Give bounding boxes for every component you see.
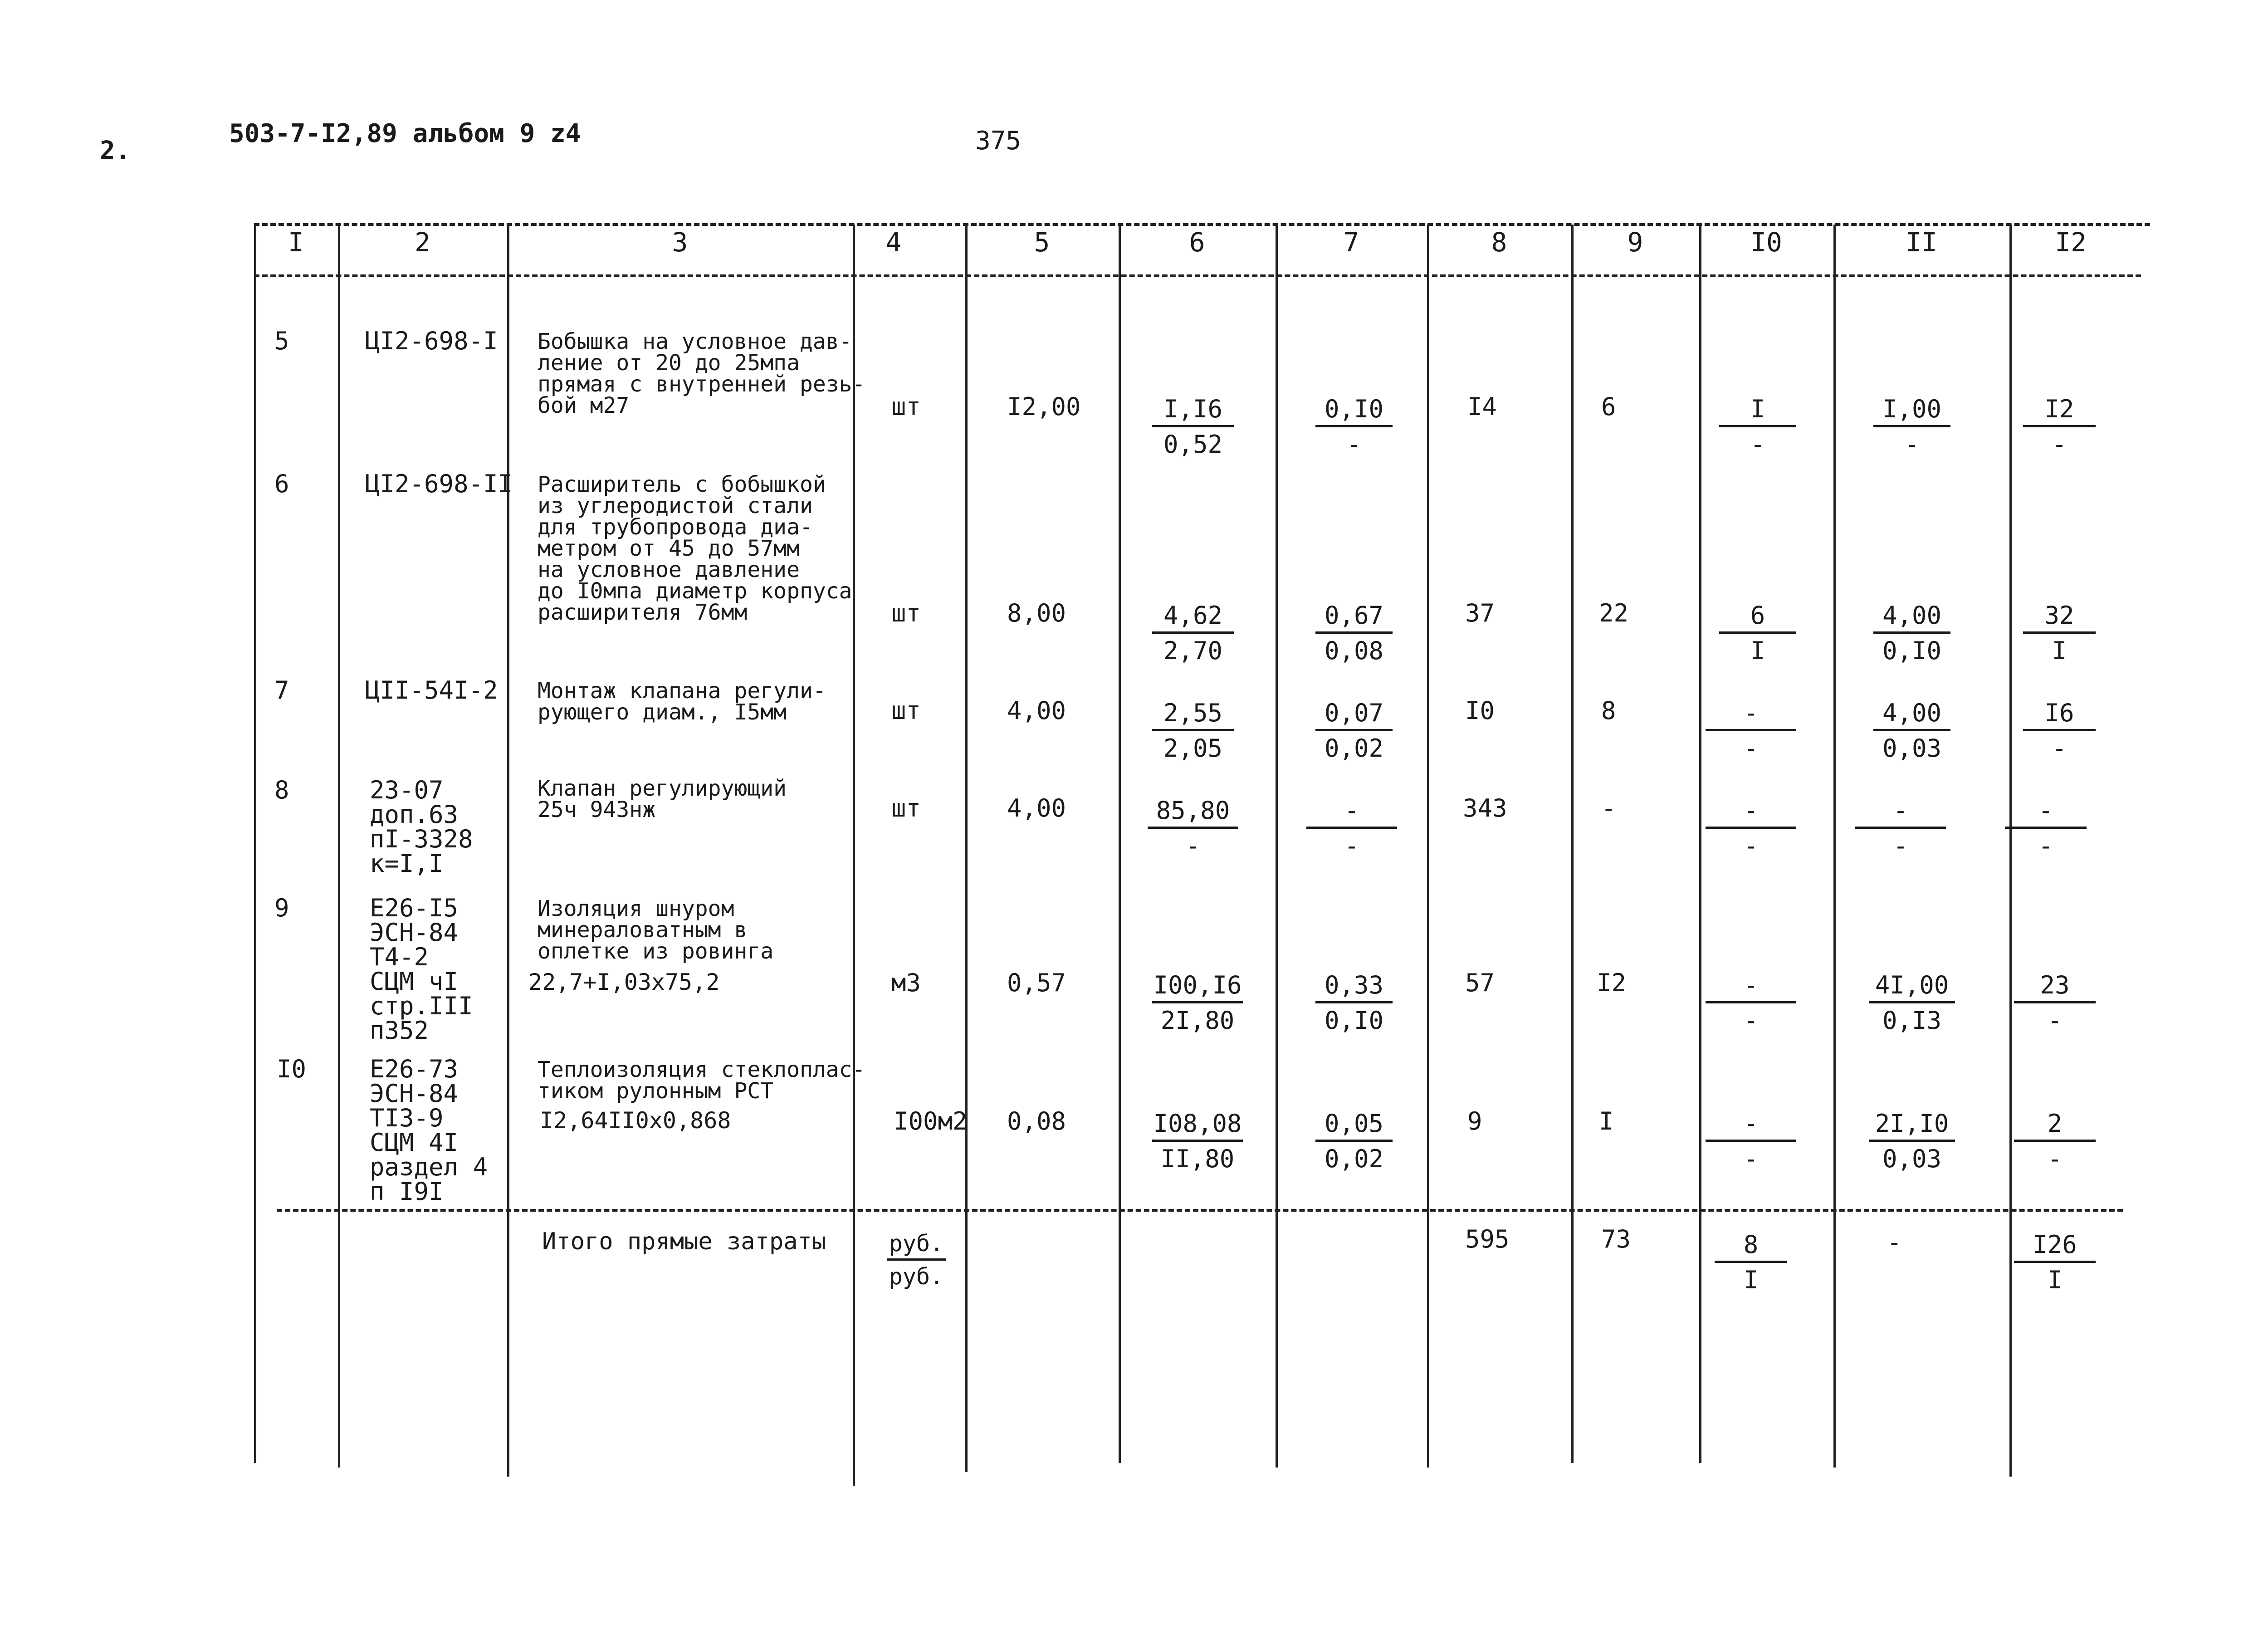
work-description: Расширитель с бобышкой из углеродистой стали для трубопровода диа- метром от 45 до 57мм на условное давление до I0мпа диаметр корпуса расширителя 76мм <box>538 472 852 626</box>
total-label: Итого прямые затраты <box>542 1228 826 1255</box>
col-border-5 <box>1119 225 1121 1463</box>
unit: шт <box>891 696 921 725</box>
col-border-10 <box>1833 225 1836 1468</box>
col-header: 3 <box>672 227 688 258</box>
quantity-calculation: I2,64II0х0,868 <box>540 1107 731 1134</box>
col-header: I <box>288 227 304 258</box>
unit: шт <box>891 794 921 822</box>
col-header: 4 <box>885 227 902 258</box>
norm-code: ЦII-54I-2 <box>365 676 498 704</box>
col11-fraction: $\frac{2I,I0}{0,03}$ <box>1869 1109 1955 1173</box>
col-border-7 <box>1427 225 1429 1468</box>
work-description: Бобышка на условное дав- ление от 20 до 25мпа прямая с внутренней резь- бой м27 <box>538 329 865 419</box>
col10-fraction: - - <box>1706 1109 1796 1173</box>
col-header: 6 <box>1189 227 1205 258</box>
row-number: 6 <box>274 470 289 498</box>
total-cost: 9 <box>1467 1107 1482 1135</box>
col12-fraction: I2 - <box>2023 395 2096 459</box>
quantity: 4,00 <box>1007 794 1066 822</box>
header-bottom-rule <box>254 274 2141 277</box>
col-header: II <box>1906 227 1937 258</box>
quantity: I2,00 <box>1007 392 1081 421</box>
unit: м3 <box>891 969 921 997</box>
unit-cost-fraction: 85,80 - <box>1148 796 1238 860</box>
col10-fraction: $\frac{6}{I}$ <box>1719 601 1796 665</box>
row-number: I0 <box>277 1055 307 1083</box>
col12-fraction: - - <box>2005 796 2087 860</box>
machine-cost-fraction: $\frac{0,33}{0,I0}$ <box>1315 971 1393 1035</box>
total-cost: 343 <box>1463 794 1507 822</box>
col-header: 9 <box>1627 227 1643 258</box>
col-header: 7 <box>1343 227 1359 258</box>
quantity: 0,08 <box>1007 1107 1066 1135</box>
machine-cost-fraction: $\frac{0,05}{0,02}$ <box>1315 1109 1393 1173</box>
row-number: 5 <box>274 327 289 355</box>
col-header: I0 <box>1750 227 1782 258</box>
norm-code: ЦI2-698-I <box>365 327 498 355</box>
total-cost: I4 <box>1467 392 1497 421</box>
salary: I <box>1599 1107 1614 1135</box>
quantity: 4,00 <box>1007 696 1066 725</box>
col-border-6 <box>1276 225 1278 1468</box>
col12-fraction: I6 - <box>2023 699 2096 763</box>
total-col12-fraction: $\frac{I26}{I}$ <box>2014 1230 2096 1294</box>
unit: I00м2 <box>894 1107 968 1135</box>
col11-fraction: $\frac{4I,00}{0,I3}$ <box>1869 971 1955 1035</box>
salary: 8 <box>1601 696 1616 725</box>
col11-fraction: - - <box>1855 796 1946 860</box>
total-salary: 73 <box>1601 1225 1631 1253</box>
col-border-9 <box>1699 225 1701 1463</box>
machine-cost-fraction: $\frac{0,67}{0,08}$ <box>1315 601 1393 665</box>
col10-fraction: - - <box>1706 796 1796 860</box>
col12-fraction: 23 - <box>2014 971 2096 1035</box>
total-cost: 37 <box>1465 599 1495 627</box>
unit-cost-fraction: $\frac{4,62}{2,70}$ <box>1152 601 1234 665</box>
work-description: Изоляция шнуром минераловатным в оплетке из ровинга <box>538 896 774 964</box>
work-description: Клапан регулирующий 25ч 943нж <box>538 776 787 823</box>
col-border-8 <box>1571 225 1574 1463</box>
col11-fraction: $\frac{4,00}{0,I0}$ <box>1873 601 1950 665</box>
col-border-1 <box>338 225 340 1468</box>
col-border-2 <box>507 225 509 1477</box>
unit-cost-fraction: $\frac{I,I6}{0,52}$ <box>1152 395 1234 459</box>
unit-cost-fraction: $\frac{I00,I6}{2I,80}$ <box>1152 971 1243 1035</box>
unit-cost-fraction: $\frac{2,55}{2,05}$ <box>1152 699 1234 763</box>
row-number: 9 <box>274 894 289 922</box>
col-header: 5 <box>1034 227 1050 258</box>
quantity-calculation: 22,7+I,03х75,2 <box>528 969 720 995</box>
row-number: 8 <box>274 776 289 804</box>
col12-fraction: 2 - <box>2014 1109 2096 1173</box>
machine-cost-fraction: - - <box>1306 796 1397 860</box>
document-reference: 503-7-I2,89 альбом 9 z4 <box>229 119 581 148</box>
total-cost: I0 <box>1465 696 1495 725</box>
total-unit-fraction: руб. руб. <box>887 1230 946 1290</box>
total-cost: 595 <box>1465 1225 1510 1253</box>
salary: 6 <box>1601 392 1616 421</box>
col12-fraction: $\frac{32}{I}$ <box>2023 601 2096 665</box>
norm-code: Е26-I5 ЭСН-84 Т4-2 СЦМ чI стр.III п352 <box>370 894 473 1045</box>
norm-code: 23-07 доп.63 пI-3328 к=I,I <box>370 776 473 878</box>
col-border-0 <box>254 225 256 1463</box>
col-header: 8 <box>1491 227 1507 258</box>
total-cost: 57 <box>1465 969 1495 997</box>
col10-fraction: I - <box>1719 395 1796 459</box>
salary: - <box>1601 794 1616 822</box>
quantity: 8,00 <box>1007 599 1066 627</box>
total-col11: - <box>1887 1228 1902 1257</box>
col-border-4 <box>965 225 968 1472</box>
salary: I2 <box>1597 969 1627 997</box>
work-description: Монтаж клапана регули- рующего диам., I5мм <box>538 678 826 725</box>
unit: шт <box>891 599 921 627</box>
section-number: 2. <box>100 136 131 166</box>
total-rule <box>277 1209 2123 1212</box>
col11-fraction: I,00 - <box>1873 395 1950 459</box>
norm-code: Е26-73 ЭСН-84 ТI3-9 СЦМ 4I раздел 4 п I9I <box>370 1055 488 1206</box>
col11-fraction: $\frac{4,00}{0,03}$ <box>1873 699 1950 763</box>
col10-fraction: - - <box>1706 971 1796 1035</box>
norm-code: ЦI2-698-II <box>365 470 513 498</box>
header-top-rule <box>254 223 2150 226</box>
machine-cost-fraction: $\frac{0,07}{0,02}$ <box>1315 699 1393 763</box>
col-header: 2 <box>415 227 430 258</box>
unit: шт <box>891 392 921 421</box>
unit-cost-fraction: $\frac{I08,08}{II,80}$ <box>1152 1109 1243 1173</box>
salary: 22 <box>1599 599 1629 627</box>
row-number: 7 <box>274 676 289 704</box>
work-description: Теплоизоляция стеклоплас- тиком рулонным РСТ <box>538 1057 865 1104</box>
machine-cost-fraction: 0,I0 - <box>1315 395 1393 459</box>
page-number: 375 <box>975 126 1022 156</box>
col-header: I2 <box>2055 227 2087 258</box>
quantity: 0,57 <box>1007 969 1066 997</box>
total-col10-fraction: $\frac{8}{I}$ <box>1715 1230 1787 1294</box>
col10-fraction: - - <box>1706 699 1796 763</box>
